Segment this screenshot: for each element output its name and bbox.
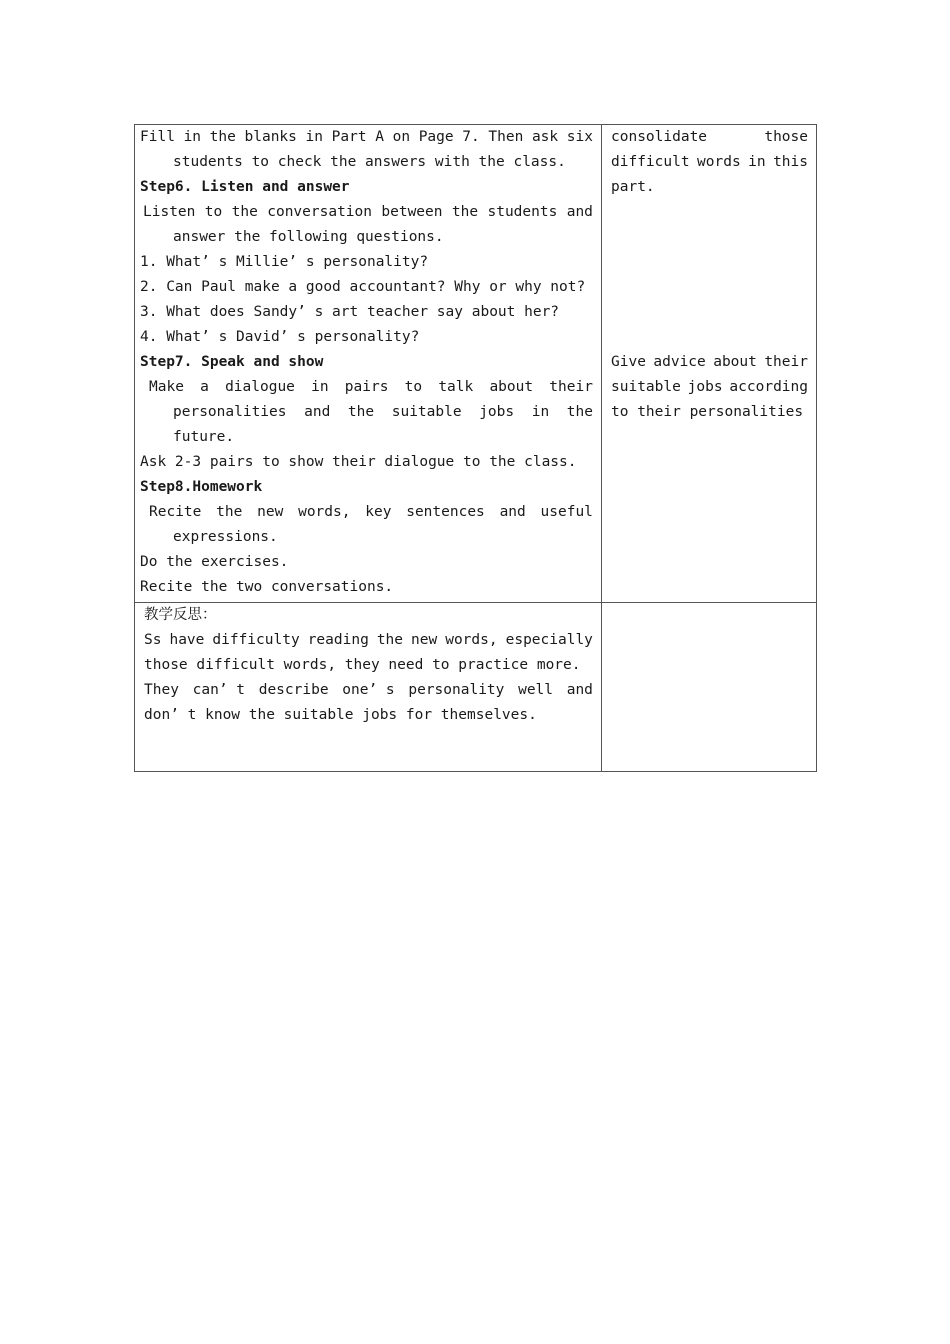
fill-blanks-line-1 — [140, 125, 593, 150]
step6-intro-line-2: answer the following questions. — [173, 229, 444, 245]
aim2-line-2 — [611, 375, 808, 400]
word: according — [729, 379, 808, 395]
word: in — [305, 129, 324, 145]
fill-blanks-line-2: students to check the answers with the class. — [173, 154, 566, 170]
aim2-line-3: to their personalities — [611, 404, 804, 420]
word: useful — [540, 504, 593, 520]
word: the — [347, 404, 375, 420]
step7-heading: Step7. Speak and show — [140, 354, 324, 370]
word: in — [531, 404, 550, 420]
word: A — [375, 129, 384, 145]
word: the — [231, 204, 258, 220]
step8-recite-line-1 — [140, 500, 593, 525]
reflection-notes-cell — [602, 603, 817, 772]
word: consolidate — [611, 129, 708, 145]
word: words, — [298, 504, 351, 520]
step6-heading: Step6. Listen and answer — [140, 179, 350, 195]
word: sentences — [406, 504, 485, 520]
word: the — [566, 404, 593, 420]
word: Part — [331, 129, 367, 145]
question-3: 3. What does Sandy’ s art teacher say about her? — [140, 304, 560, 320]
question-1: 1. What’ s Millie’ s personality? — [140, 254, 429, 270]
aims-cell — [602, 125, 817, 603]
word: describe — [258, 682, 329, 698]
word: about — [489, 379, 534, 395]
word: the — [451, 204, 479, 220]
word: and — [566, 682, 593, 698]
reflection-line-4: don’ t know the suitable jobs for themselves. — [144, 707, 537, 723]
word: suitable — [391, 404, 462, 420]
word: six — [566, 129, 593, 145]
table-row — [135, 125, 817, 603]
aim1-line-2 — [611, 150, 808, 175]
word: about — [713, 354, 757, 370]
lesson-plan-table — [134, 124, 817, 772]
word: between — [381, 204, 443, 220]
reflection-title: 教学反思： — [144, 607, 217, 623]
word: a — [200, 379, 209, 395]
word: one’ s — [342, 682, 395, 698]
word: suitable — [611, 379, 681, 395]
table-row — [135, 603, 817, 772]
step8-recite-conversations-line: Recite the two conversations. — [140, 579, 394, 595]
word: Ss — [144, 632, 162, 648]
lesson-plan-sheet — [134, 124, 816, 772]
aim1-line-1 — [611, 125, 808, 150]
word: especially — [505, 632, 593, 648]
word: blanks — [244, 129, 297, 145]
word: words — [697, 154, 741, 170]
word: those — [764, 129, 808, 145]
word: to — [404, 379, 423, 395]
word: 7. — [462, 129, 480, 145]
word: and — [566, 204, 593, 220]
word: conversation — [267, 204, 372, 220]
word: pairs — [344, 379, 389, 395]
reflection-cell — [135, 603, 602, 772]
word: new — [257, 504, 284, 520]
step7-make-line-3: future. — [173, 429, 235, 445]
word: Recite — [149, 504, 202, 520]
question-2: 2. Can Paul make a good accountant? Why or why not? — [140, 279, 586, 295]
word: reading — [307, 632, 369, 648]
word: jobs — [687, 379, 723, 395]
word: Then — [488, 129, 524, 145]
word: the — [209, 129, 236, 145]
word: the — [376, 632, 404, 648]
word: well — [518, 682, 554, 698]
word: ask — [531, 129, 559, 145]
word: Listen — [143, 204, 196, 220]
procedure-cell — [135, 125, 602, 603]
step8-heading: Step8.Homework — [140, 479, 263, 495]
reflection-line-2: those difficult words, they need to practice more. — [144, 657, 581, 673]
word: difficult — [611, 154, 690, 170]
step8-exercises-line: Do the exercises. — [140, 554, 289, 570]
question-4: 4. What’ s David’ s personality? — [140, 329, 420, 345]
word: and — [304, 404, 331, 420]
word: their — [764, 354, 808, 370]
word: Fill — [140, 129, 175, 145]
word: in — [183, 129, 202, 145]
word: their — [549, 379, 593, 395]
word: new — [411, 632, 438, 648]
aim1-line-3: part. — [611, 179, 655, 195]
word: students — [487, 204, 558, 220]
aim2-line-1 — [611, 350, 808, 375]
word: difficulty — [212, 632, 300, 648]
word: personalities — [173, 404, 287, 420]
word: They — [144, 682, 179, 698]
step7-make-line-1 — [140, 375, 593, 400]
word: words, — [445, 632, 498, 648]
word: Make — [149, 379, 184, 395]
word: Page — [418, 129, 454, 145]
word: the — [216, 504, 243, 520]
step7-ask-line: Ask 2-3 pairs to show their dialogue to the class. — [140, 454, 577, 470]
reflection-line-1 — [144, 628, 593, 653]
word: to — [204, 204, 223, 220]
word: can’ t — [192, 682, 246, 698]
word: dialogue — [225, 379, 295, 395]
word: and — [499, 504, 526, 520]
reflection-line-3 — [144, 678, 593, 703]
step8-recite-line-2: expressions. — [173, 529, 278, 545]
word: Give — [611, 354, 646, 370]
word: have — [169, 632, 205, 648]
word: key — [365, 504, 392, 520]
word: this — [773, 154, 808, 170]
word: jobs — [479, 404, 515, 420]
word: advice — [653, 354, 706, 370]
word: personality — [408, 682, 505, 698]
word: in — [311, 379, 329, 395]
word: talk — [438, 379, 474, 395]
step7-make-line-2 — [140, 400, 593, 425]
step6-intro-line-1 — [140, 200, 593, 225]
word: on — [392, 129, 411, 145]
word: in — [748, 154, 766, 170]
